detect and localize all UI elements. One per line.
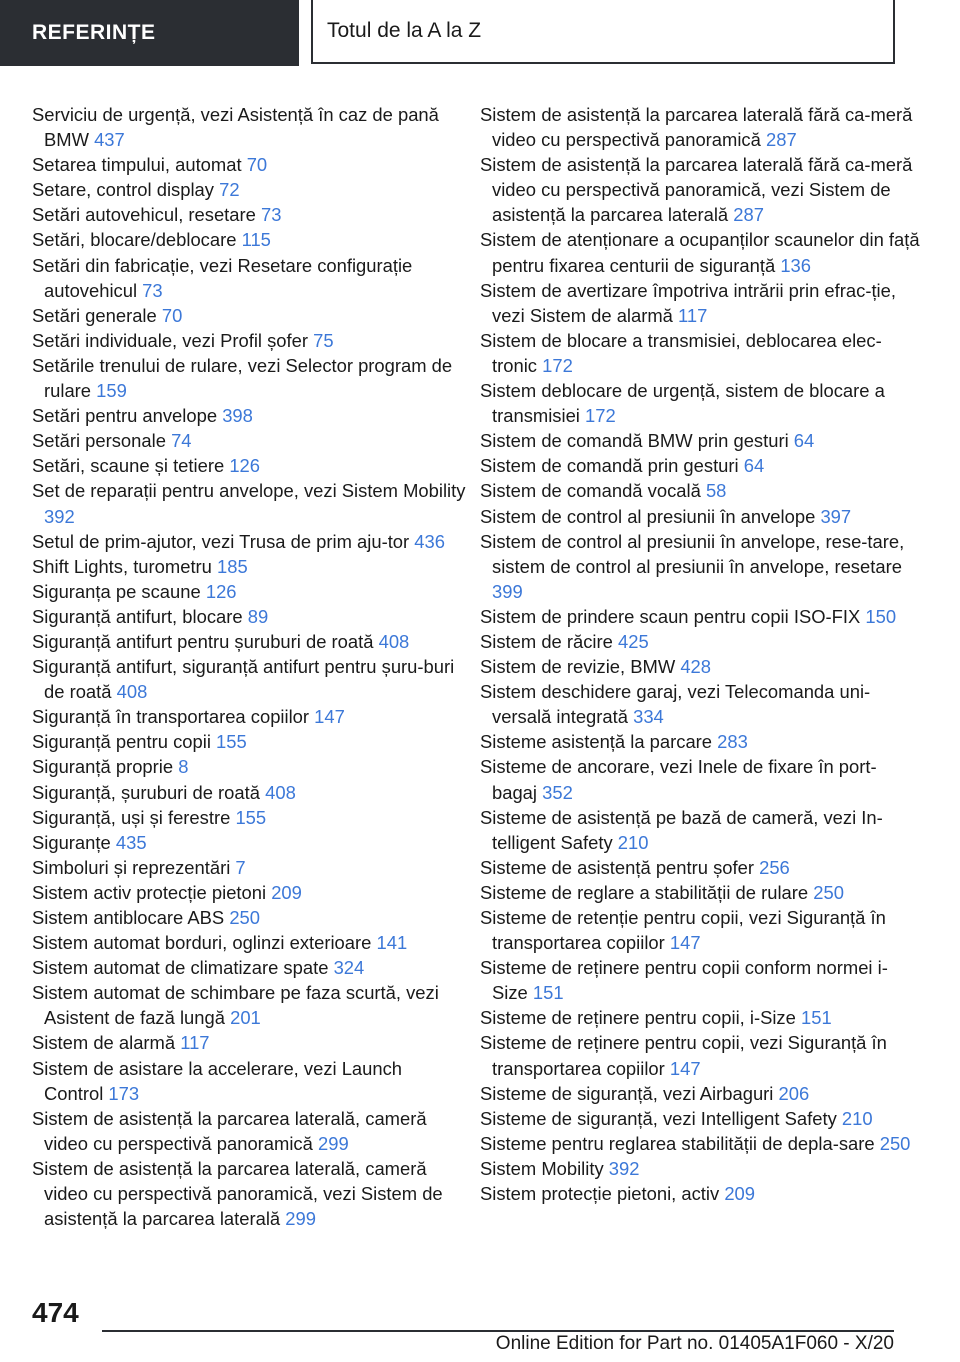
index-entry-text: Setarea timpului, automat — [32, 154, 242, 176]
page-number: 474 — [32, 1297, 79, 1328]
index-entry-text: Sistem de comandă BMW prin gesturi — [480, 430, 789, 452]
index-entry-text: Sisteme de asistență pentru șofer — [480, 856, 754, 878]
page-reference-link[interactable]: 126 — [205, 580, 237, 602]
index-entry-text: Sistem deschidere garaj, vezi Telecomanda uni-versală integrată — [480, 681, 871, 728]
page-reference-link[interactable]: 250 — [813, 881, 844, 903]
index-entry-text: Sistem automat borduri, oglinzi exterioare — [32, 932, 372, 954]
index-entry-text: Sistem de control al presiunii în anvelope — [480, 505, 816, 527]
index-entry — [480, 679, 920, 729]
page-reference-link[interactable]: 299 — [285, 1208, 316, 1230]
page-reference-link[interactable]: 210 — [841, 1107, 873, 1129]
index-entry-text: Setări personale — [32, 430, 166, 452]
index-entry-text: Sistem de control al presiunii în anvelope, rese-tare, sistem de control al presiunii în anvelope, resetare — [480, 530, 905, 577]
page-reference-link[interactable]: 147 — [669, 1057, 701, 1079]
index-entry — [32, 980, 466, 1030]
index-entry-text: Siguranță antifurt, blocare — [32, 605, 243, 627]
page-reference-link[interactable]: 408 — [265, 781, 296, 803]
page-reference-link[interactable]: 8 — [178, 756, 189, 778]
index-entry-text: Siguranță, șuruburi de roată — [32, 781, 260, 803]
page-reference-link[interactable]: 136 — [780, 254, 811, 276]
page-reference-link[interactable]: 250 — [229, 907, 260, 928]
index-entry — [32, 704, 466, 729]
index-entry-text: Sistem de răcire — [480, 630, 613, 652]
index-entry — [32, 453, 466, 478]
index-entry — [480, 855, 920, 880]
index-entry-text: Setările trenului de rulare, vezi Selector program de rulare — [32, 354, 453, 402]
index-entry-text: Sisteme de reținere pentru copii, vezi Siguranță în transportarea copiilor — [480, 1032, 887, 1079]
index-entry-text: Sisteme de reglare a stabilității de rulare — [480, 881, 809, 903]
index-entry — [32, 177, 466, 202]
index-entry-text: Setul de prim-ajutor, vezi Trusa de prim aju-tor — [32, 530, 410, 552]
index-entry — [32, 152, 466, 177]
page-reference-link[interactable]: 159 — [96, 380, 127, 402]
index-entry-text: Sistem de asistență la parcarea laterală, cameră video cu perspectivă panoramică — [32, 1107, 427, 1154]
index-entry-text: Sistem deblocare de urgență, sistem de blocare a transmisiei — [480, 380, 885, 427]
index-entry-text: Sisteme de reținere pentru copii conform normei i-Size — [480, 957, 888, 1004]
page-reference-link[interactable]: 115 — [241, 229, 271, 251]
index-entry-text: Sistem de comandă prin gesturi — [480, 455, 739, 477]
index-entry — [32, 554, 466, 579]
index-entry — [32, 654, 466, 704]
index-entry-text: Setare, control display — [32, 179, 214, 201]
page-reference-link[interactable]: 73 — [142, 279, 163, 301]
index-entry — [32, 227, 466, 252]
page-reference-link[interactable]: 398 — [222, 405, 253, 427]
index-entry — [480, 1181, 920, 1206]
index-entry — [480, 278, 920, 328]
index-entry — [32, 855, 466, 880]
index-entry-text: Sistem de asistență la parcarea laterală fără ca-meră video cu perspectivă panoramică, vezi Sistem de asistență la parcarea laterală — [480, 154, 913, 226]
page-header — [0, 0, 960, 66]
page-reference-link[interactable]: 437 — [94, 129, 125, 151]
index-entry-text: Sisteme de asistență pe bază de cameră, vezi In-telligent Safety — [480, 806, 883, 853]
index-entry — [32, 403, 466, 428]
page-reference-link[interactable]: 72 — [219, 179, 240, 201]
page-reference-link[interactable]: 155 — [216, 731, 247, 753]
index-entry — [32, 830, 466, 855]
page-reference-link[interactable]: 210 — [617, 831, 649, 853]
page-reference-link[interactable]: 172 — [542, 354, 573, 376]
index-entry — [32, 579, 466, 604]
index-entry — [32, 629, 466, 654]
page-reference-link[interactable]: 147 — [669, 932, 701, 954]
section-tab: REFERINȚE — [0, 0, 299, 66]
page-reference-link[interactable]: 256 — [759, 856, 790, 878]
index-column-right — [480, 102, 920, 1206]
page-reference-link[interactable]: 392 — [44, 505, 75, 527]
page-reference-link[interactable]: 73 — [261, 204, 282, 226]
index-entry-text: Siguranță în transportarea copiilor — [32, 706, 310, 728]
index-entry — [480, 1131, 920, 1156]
page-reference-link[interactable]: 89 — [247, 605, 269, 627]
index-entry — [480, 102, 920, 152]
index-entry — [480, 328, 920, 378]
page-reference-link[interactable]: 428 — [680, 656, 711, 678]
index-entry-text: Setări individuale, vezi Profil șofer — [32, 329, 308, 351]
page-reference-link[interactable]: 126 — [229, 455, 260, 477]
index-entry — [32, 102, 466, 152]
index-entry-text: Sistem de comandă vocală — [480, 480, 701, 502]
index-entry — [480, 1081, 920, 1106]
index-entry-text: Siguranțe — [32, 831, 111, 853]
index-entry — [480, 905, 920, 955]
index-entry — [32, 1156, 466, 1231]
index-entry-text: Siguranță, uși și ferestre — [32, 806, 231, 828]
index-entry-text: Siguranță pentru copii — [32, 731, 211, 753]
index-entry-text: Sistem de prindere scaun pentru copii ISO-FIX — [480, 605, 861, 627]
index-entry — [480, 654, 920, 679]
index-entry-text: Simboluri și reprezentări — [32, 856, 231, 878]
index-entry — [32, 930, 466, 955]
page-reference-link[interactable]: 299 — [317, 1132, 349, 1154]
index-entry — [32, 880, 466, 905]
index-entry-text: Sistem automat de schimbare pe faza scurtă, vezi Asistent de fază lungă — [32, 982, 439, 1029]
index-entry — [32, 303, 466, 328]
index-entry-text: Setări generale — [32, 304, 157, 326]
page-reference-link[interactable]: 117 — [180, 1032, 210, 1054]
page-reference-link[interactable]: 172 — [585, 405, 616, 427]
index-entry-text: Siguranță antifurt, siguranță antifurt pentru șuru-buri de roată — [32, 656, 455, 703]
page-reference-link[interactable]: 185 — [217, 555, 248, 577]
page-reference-link[interactable]: 150 — [865, 605, 897, 627]
index-entry-text: Siguranța pe scaune — [32, 580, 201, 602]
index-entry — [480, 453, 920, 478]
index-entry — [480, 880, 920, 905]
index-entry — [480, 955, 920, 1005]
page-reference-link[interactable]: 209 — [271, 881, 302, 903]
index-entry — [480, 629, 920, 654]
index-entry-text: Sisteme de retenție pentru copii, vezi Siguranță în transportarea copiilor — [480, 907, 886, 954]
index-entry-text: Sistem automat de climatizare spate — [32, 957, 329, 979]
index-entry-text: Sisteme asistență la parcare — [480, 731, 713, 753]
page-reference-link[interactable]: 75 — [313, 329, 334, 351]
index-entry — [480, 1030, 920, 1080]
index-entry — [32, 202, 466, 227]
footer-divider — [102, 1330, 894, 1332]
page-reference-link[interactable]: 425 — [618, 630, 649, 652]
page-reference-link[interactable]: 399 — [492, 580, 523, 602]
index-entry — [480, 378, 920, 428]
index-entry-text: Sistem Mobility — [480, 1157, 604, 1179]
index-entry-text: Shift Lights, turometru — [32, 555, 212, 577]
index-entry-text: Sistem de asistare la accelerare, vezi Launch Control — [32, 1057, 403, 1104]
index-entry — [32, 729, 466, 754]
index-entry — [32, 1106, 466, 1156]
page-reference-link[interactable]: 352 — [542, 781, 573, 803]
page-reference-link[interactable]: 201 — [230, 1007, 261, 1029]
index-entry-text: Sisteme de siguranță, vezi Intelligent Safety — [480, 1107, 837, 1129]
page-reference-link[interactable]: 147 — [314, 706, 345, 728]
index-entry-text: Set de reparații pentru anvelope, vezi Sistem Mobility — [32, 480, 466, 502]
page-reference-link[interactable]: 74 — [171, 430, 192, 452]
index-entry-text: Sistem de asistență la parcarea laterală fără ca-meră video cu perspectivă panoramică — [480, 104, 913, 151]
index-entry-text: Sistem de avertizare împotriva intrării prin efrac-ție, vezi Sistem de alarmă — [480, 279, 896, 326]
page-reference-link[interactable]: 392 — [608, 1157, 640, 1179]
index-entry-text: Siguranță proprie — [32, 756, 174, 778]
index-entry — [32, 905, 466, 930]
index-entry — [480, 1106, 920, 1131]
index-entry — [32, 780, 466, 805]
index-entry — [480, 754, 920, 804]
index-entry — [32, 1030, 466, 1055]
page-reference-link[interactable]: 250 — [879, 1132, 911, 1154]
index-entry-text: Sistem de alarmă — [32, 1032, 176, 1054]
index-entry — [480, 805, 920, 855]
index-entry-text: Sisteme de reținere pentru copii, i-Size — [480, 1007, 796, 1029]
index-entry — [32, 805, 466, 830]
index-entry — [480, 604, 920, 629]
page-reference-link[interactable]: 7 — [235, 856, 246, 878]
index-entry — [480, 729, 920, 754]
index-entry — [32, 955, 466, 980]
page-reference-link[interactable]: 435 — [115, 831, 147, 853]
index-entry-text: Sisteme de ancorare, vezi Inele de fixare în port-bagaj — [480, 756, 877, 803]
page-reference-link[interactable]: 397 — [820, 505, 852, 527]
index-entry — [480, 1005, 920, 1030]
index-entry — [480, 152, 920, 227]
page-reference-link[interactable]: 324 — [333, 957, 365, 979]
page-reference-link[interactable]: 117 — [678, 304, 708, 326]
index-entry — [480, 428, 920, 453]
page-reference-link[interactable]: 151 — [532, 982, 564, 1004]
page-reference-link[interactable]: 173 — [108, 1082, 140, 1104]
page-reference-link[interactable]: 141 — [376, 932, 408, 954]
index-entry-text: Setări autovehicul, resetare — [32, 204, 256, 226]
index-column-left — [32, 102, 466, 1231]
index-entry — [32, 328, 466, 353]
page-reference-link[interactable]: 155 — [235, 806, 267, 828]
page-reference-link[interactable]: 206 — [778, 1082, 810, 1104]
page-reference-link[interactable]: 58 — [705, 480, 727, 502]
page-reference-link[interactable]: 64 — [793, 430, 815, 452]
index-entry — [32, 754, 466, 779]
index-entry — [32, 353, 466, 403]
index-entry — [480, 504, 920, 529]
index-entry-text: Sistem de revizie, BMW — [480, 656, 676, 678]
page-reference-link[interactable]: 283 — [717, 731, 748, 753]
index-entry-text: Sistem de blocare a transmisiei, deblocarea elec-tronic — [480, 329, 882, 376]
index-entry — [32, 253, 466, 303]
edition-note: Online Edition for Part no. 01405A1F060 - X/20 — [495, 1333, 894, 1354]
index-entry — [480, 529, 920, 604]
index-entry-text: Sistem activ protecție pietoni — [32, 881, 267, 903]
index-entry — [32, 428, 466, 453]
chapter-title: Totul de la A la Z — [311, 0, 895, 64]
page-reference-link[interactable]: 436 — [414, 530, 445, 552]
page-reference-link[interactable]: 64 — [743, 455, 765, 477]
page-reference-link[interactable]: 408 — [116, 681, 148, 703]
page-reference-link[interactable]: 408 — [378, 630, 410, 652]
index-entry-text: Sistem antiblocare ABS — [32, 907, 225, 928]
index-entry — [32, 478, 466, 528]
index-entry-text: Setări, blocare/deblocare — [32, 229, 237, 251]
index-entry-text: Setări pentru anvelope — [32, 405, 218, 427]
page-reference-link[interactable]: 151 — [800, 1007, 832, 1029]
index-entry — [32, 1056, 466, 1106]
index-entry-text: Sisteme de siguranță, vezi Airbaguri — [480, 1082, 774, 1104]
index-entry — [480, 227, 920, 277]
page-reference-link[interactable]: 287 — [733, 204, 764, 226]
page-reference-link[interactable]: 70 — [246, 154, 268, 176]
index-entry-text: Sistem de atenționare a ocupanților scaunelor din față pentru fixarea centurii de siguranță — [480, 229, 920, 276]
index-entry-text: Siguranță antifurt pentru șuruburi de roată — [32, 630, 374, 652]
index-entry-text: Setări din fabricație, vezi Resetare configurație autovehicul — [32, 254, 413, 301]
index-entry-text: Sisteme pentru reglarea stabilității de depla-sare — [480, 1132, 875, 1154]
index-entry — [32, 529, 466, 554]
page-reference-link[interactable]: 287 — [765, 129, 797, 151]
index-entry — [32, 604, 466, 629]
index-entry-text: Setări, scaune și tetiere — [32, 455, 225, 477]
index-entry-text: Sistem de asistență la parcarea laterală, cameră video cu perspectivă panoramică, vezi Sistem de asistență la parcarea laterală — [32, 1157, 443, 1230]
index-entry-text: Sistem protecție pietoni, activ — [480, 1183, 720, 1205]
index-entry-text: Serviciu de urgență, vezi Asistență în caz de pană BMW — [32, 104, 439, 151]
page-reference-link[interactable]: 70 — [161, 304, 183, 326]
page-reference-link[interactable]: 334 — [633, 706, 664, 728]
page-reference-link[interactable]: 209 — [724, 1183, 755, 1205]
index-entry — [480, 1156, 920, 1181]
index-entry — [480, 478, 920, 503]
